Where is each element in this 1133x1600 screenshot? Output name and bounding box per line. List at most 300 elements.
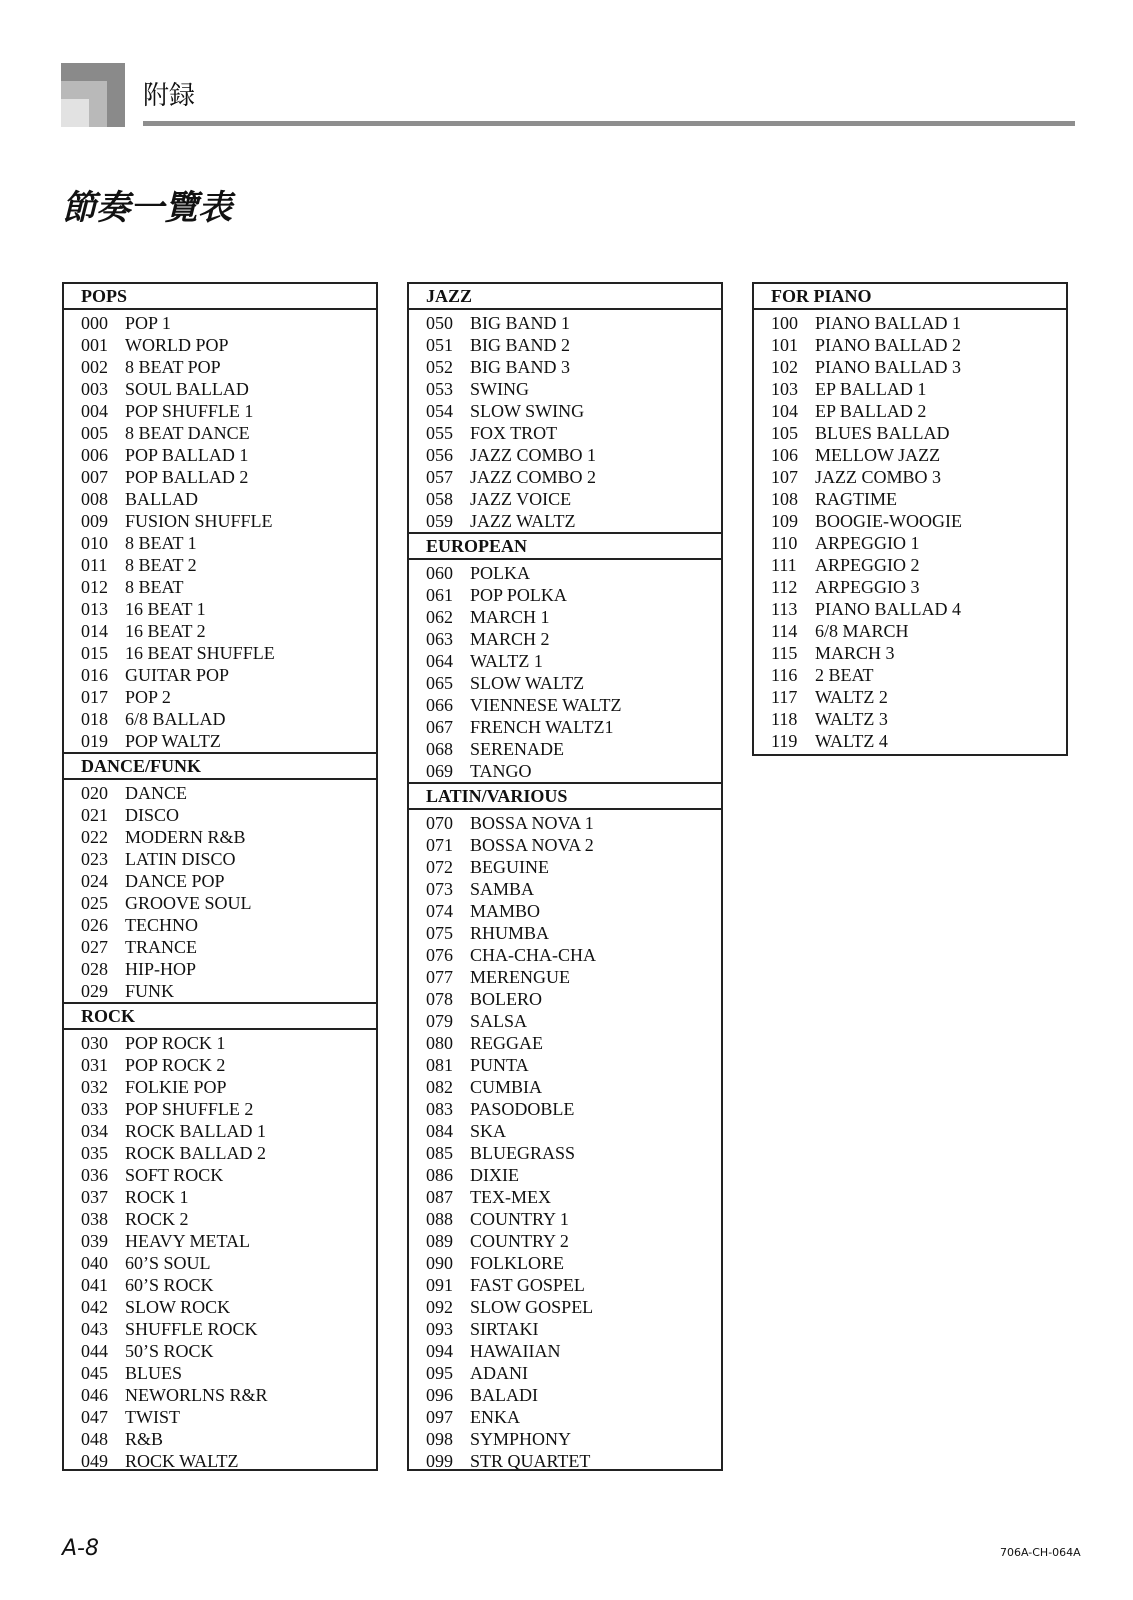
rhythm-name: SLOW SWING	[470, 401, 585, 421]
rhythm-name: PIANO BALLAD 2	[815, 335, 961, 355]
rhythm-item	[409, 444, 721, 466]
rhythm-item	[754, 312, 1066, 334]
rhythm-item	[754, 708, 1066, 730]
rhythm-item	[409, 922, 721, 944]
rhythm-number: 019	[81, 731, 108, 751]
rhythm-name: SLOW WALTZ	[470, 673, 585, 693]
rhythm-name: REGGAE	[470, 1033, 543, 1053]
rhythm-number: 033	[81, 1099, 108, 1119]
rhythm-name: JAZZ VOICE	[470, 489, 572, 509]
rhythm-item	[409, 334, 721, 356]
rhythm-name: FAST GOSPEL	[470, 1275, 585, 1295]
rhythm-name: POP 2	[125, 687, 171, 707]
rhythm-item	[64, 598, 376, 620]
rhythm-item	[409, 1406, 721, 1428]
rhythm-item	[409, 1120, 721, 1142]
rhythm-item	[409, 1340, 721, 1362]
rhythm-name: WALTZ 4	[815, 731, 888, 751]
rhythm-number: 060	[426, 563, 453, 583]
rhythm-item	[64, 1208, 376, 1230]
rhythm-name: BLUES	[125, 1363, 183, 1383]
rhythm-item	[409, 606, 721, 628]
rhythm-number: 093	[426, 1319, 453, 1339]
rhythm-number: 005	[81, 423, 108, 443]
rhythm-name: JAZZ COMBO 1	[470, 445, 597, 465]
rhythm-item	[409, 760, 721, 782]
rhythm-name: EP BALLAD 1	[815, 379, 927, 399]
rhythm-name: 8 BEAT DANCE	[125, 423, 250, 443]
rhythm-item	[754, 466, 1066, 488]
rhythm-name: MODERN R&B	[125, 827, 246, 847]
rhythm-number: 052	[426, 357, 453, 377]
rhythm-name: FOLKIE POP	[125, 1077, 227, 1097]
rhythm-name: ARPEGGIO 1	[815, 533, 920, 553]
rhythm-number: 098	[426, 1429, 453, 1449]
rhythm-name: ARPEGGIO 3	[815, 577, 920, 597]
rhythm-item	[64, 1252, 376, 1274]
rhythm-item	[64, 782, 376, 804]
rhythm-item	[409, 716, 721, 738]
header-decor-square	[61, 99, 89, 127]
rhythm-name: POP BALLAD 2	[125, 467, 249, 487]
rhythm-number: 091	[426, 1275, 453, 1295]
rhythm-item	[64, 1120, 376, 1142]
rhythm-name: BLUEGRASS	[470, 1143, 576, 1163]
rhythm-item	[409, 1318, 721, 1340]
rhythm-list	[64, 310, 376, 752]
rhythm-name: BIG BAND 3	[470, 357, 571, 377]
rhythm-number: 087	[426, 1187, 453, 1207]
rhythm-list	[754, 310, 1066, 752]
rhythm-name: FRENCH WALTZ1	[470, 717, 614, 737]
rhythm-name: PASODOBLE	[470, 1099, 575, 1119]
rhythm-number: 011	[81, 555, 108, 575]
rhythm-number: 106	[771, 445, 798, 465]
rhythm-name: EP BALLAD 2	[815, 401, 927, 421]
rhythm-number: 008	[81, 489, 108, 509]
rhythm-number: 003	[81, 379, 108, 399]
rhythm-number: 086	[426, 1165, 453, 1185]
rhythm-name: PIANO BALLAD 1	[815, 313, 961, 333]
rhythm-item	[409, 738, 721, 760]
rhythm-item	[64, 1230, 376, 1252]
rhythm-name: TRANCE	[125, 937, 197, 957]
rhythm-number: 077	[426, 967, 453, 987]
rhythm-number: 089	[426, 1231, 453, 1251]
rhythm-number: 072	[426, 857, 453, 877]
rhythm-item	[409, 856, 721, 878]
rhythm-number: 026	[81, 915, 108, 935]
rhythm-item	[409, 878, 721, 900]
rhythm-item	[64, 620, 376, 642]
rhythm-name: ROCK BALLAD 2	[125, 1143, 267, 1163]
rhythm-item	[409, 988, 721, 1010]
rhythm-item	[754, 576, 1066, 598]
rhythm-number: 015	[81, 643, 108, 663]
rhythm-number: 036	[81, 1165, 108, 1185]
rhythm-item	[64, 1076, 376, 1098]
rhythm-number: 041	[81, 1275, 108, 1295]
rhythm-name: WORLD POP	[125, 335, 229, 355]
rhythm-item	[409, 312, 721, 334]
rhythm-name: POLKA	[470, 563, 531, 583]
rhythm-item	[409, 488, 721, 510]
rhythm-item	[64, 708, 376, 730]
rhythm-name: POP WALTZ	[125, 731, 221, 751]
rhythm-name: PUNTA	[470, 1055, 529, 1075]
rhythm-name: ARPEGGIO 2	[815, 555, 920, 575]
rhythm-item	[754, 598, 1066, 620]
rhythm-name: BALLAD	[125, 489, 198, 509]
rhythm-name: SHUFFLE ROCK	[125, 1319, 258, 1339]
rhythm-name: MAMBO	[470, 901, 541, 921]
rhythm-item	[754, 664, 1066, 686]
rhythm-item	[409, 1054, 721, 1076]
rhythm-number: 014	[81, 621, 108, 641]
rhythm-name: SKA	[470, 1121, 507, 1141]
rhythm-number: 007	[81, 467, 108, 487]
category-header: POPS	[64, 284, 376, 310]
rhythm-item	[409, 628, 721, 650]
rhythm-item	[64, 1362, 376, 1384]
rhythm-number: 084	[426, 1121, 453, 1141]
rhythm-item	[64, 1274, 376, 1296]
rhythm-item	[64, 532, 376, 554]
rhythm-number: 063	[426, 629, 453, 649]
rhythm-item	[64, 1318, 376, 1340]
rhythm-number: 085	[426, 1143, 453, 1163]
rhythm-number: 113	[771, 599, 798, 619]
rhythm-item	[409, 1362, 721, 1384]
rhythm-name: ROCK WALTZ	[125, 1451, 239, 1471]
rhythm-item	[409, 966, 721, 988]
rhythm-name: 8 BEAT 1	[125, 533, 197, 553]
rhythm-number: 107	[771, 467, 798, 487]
rhythm-item	[64, 804, 376, 826]
rhythm-name: POP BALLAD 1	[125, 445, 249, 465]
category-header: LATIN/VARIOUS	[409, 782, 721, 810]
rhythm-item	[754, 532, 1066, 554]
rhythm-item	[409, 378, 721, 400]
rhythm-name: FUSION SHUFFLE	[125, 511, 273, 531]
rhythm-number: 092	[426, 1297, 453, 1317]
rhythm-name: 6/8 BALLAD	[125, 709, 226, 729]
rhythm-number: 038	[81, 1209, 108, 1229]
rhythm-number: 114	[771, 621, 798, 641]
rhythm-name: FOLKLORE	[470, 1253, 564, 1273]
rhythm-item	[64, 1186, 376, 1208]
rhythm-list	[409, 810, 721, 1472]
rhythm-number: 059	[426, 511, 453, 531]
rhythm-number: 083	[426, 1099, 453, 1119]
rhythm-name: MERENGUE	[470, 967, 570, 987]
rhythm-number: 053	[426, 379, 453, 399]
rhythm-item	[64, 870, 376, 892]
rhythm-number: 020	[81, 783, 108, 803]
rhythm-number: 090	[426, 1253, 453, 1273]
rhythm-item	[409, 562, 721, 584]
category-header: ROCK	[64, 1002, 376, 1030]
rhythm-number: 116	[771, 665, 798, 685]
rhythm-item	[64, 848, 376, 870]
rhythm-number: 108	[771, 489, 798, 509]
rhythm-item	[64, 312, 376, 334]
rhythm-name: COUNTRY 1	[470, 1209, 569, 1229]
rhythm-number: 118	[771, 709, 798, 729]
rhythm-number: 073	[426, 879, 453, 899]
rhythm-name: BEGUINE	[470, 857, 549, 877]
rhythm-number: 104	[771, 401, 798, 421]
rhythm-item	[64, 400, 376, 422]
rhythm-name: SAMBA	[470, 879, 535, 899]
rhythm-name: BOSSA NOVA 1	[470, 813, 594, 833]
rhythm-number: 071	[426, 835, 453, 855]
rhythm-item	[409, 1010, 721, 1032]
page-title: 節奏一覽表	[62, 188, 232, 228]
rhythm-number: 044	[81, 1341, 108, 1361]
rhythm-number: 009	[81, 511, 108, 531]
rhythm-name: SYMPHONY	[470, 1429, 572, 1449]
rhythm-number: 023	[81, 849, 108, 869]
rhythm-number: 017	[81, 687, 108, 707]
rhythm-name: HIP-HOP	[125, 959, 197, 979]
rhythm-item	[64, 730, 376, 752]
rhythm-name: JAZZ COMBO 2	[470, 467, 597, 487]
rhythm-column-1	[62, 282, 378, 1471]
rhythm-name: WALTZ 1	[470, 651, 543, 671]
rhythm-name: POP ROCK 1	[125, 1033, 226, 1053]
rhythm-number: 029	[81, 981, 108, 1001]
rhythm-item	[409, 812, 721, 834]
rhythm-item	[409, 1230, 721, 1252]
rhythm-item	[64, 958, 376, 980]
rhythm-number: 065	[426, 673, 453, 693]
rhythm-item	[64, 980, 376, 1002]
rhythm-number: 102	[771, 357, 798, 377]
rhythm-name: BIG BAND 2	[470, 335, 571, 355]
rhythm-number: 068	[426, 739, 453, 759]
rhythm-item	[409, 1186, 721, 1208]
rhythm-name: NEWORLNS R&R	[125, 1385, 268, 1405]
rhythm-name: 8 BEAT POP	[125, 357, 221, 377]
rhythm-number: 080	[426, 1033, 453, 1053]
rhythm-item	[754, 554, 1066, 576]
rhythm-item	[64, 664, 376, 686]
rhythm-column-3	[752, 282, 1068, 756]
rhythm-column-2	[407, 282, 723, 1471]
rhythm-name: GROOVE SOUL	[125, 893, 252, 913]
rhythm-name: SLOW GOSPEL	[470, 1297, 594, 1317]
rhythm-number: 013	[81, 599, 108, 619]
rhythm-name: CHA-CHA-CHA	[470, 945, 596, 965]
rhythm-number: 075	[426, 923, 453, 943]
rhythm-name: SIRTAKI	[470, 1319, 539, 1339]
rhythm-number: 050	[426, 313, 453, 333]
rhythm-name: SOUL BALLAD	[125, 379, 249, 399]
rhythm-number: 000	[81, 313, 108, 333]
rhythm-name: ADANI	[470, 1363, 528, 1383]
rhythm-name: CUMBIA	[470, 1077, 543, 1097]
rhythm-item	[64, 892, 376, 914]
rhythm-number: 016	[81, 665, 108, 685]
rhythm-number: 048	[81, 1429, 108, 1449]
rhythm-number: 042	[81, 1297, 108, 1317]
rhythm-name: SALSA	[470, 1011, 528, 1031]
rhythm-item	[409, 1274, 721, 1296]
rhythm-number: 058	[426, 489, 453, 509]
rhythm-number: 115	[771, 643, 798, 663]
rhythm-name: HEAVY METAL	[125, 1231, 251, 1251]
rhythm-number: 032	[81, 1077, 108, 1097]
rhythm-item	[64, 1032, 376, 1054]
rhythm-item	[409, 834, 721, 856]
rhythm-name: FUNK	[125, 981, 175, 1001]
rhythm-number: 074	[426, 901, 453, 921]
rhythm-item	[754, 730, 1066, 752]
rhythm-number: 022	[81, 827, 108, 847]
rhythm-item	[409, 1098, 721, 1120]
rhythm-name: POP SHUFFLE 1	[125, 401, 254, 421]
rhythm-number: 117	[771, 687, 798, 707]
rhythm-name: R&B	[125, 1429, 164, 1449]
rhythm-number: 103	[771, 379, 798, 399]
rhythm-item	[64, 642, 376, 664]
rhythm-item	[64, 1142, 376, 1164]
rhythm-name: BOSSA NOVA 2	[470, 835, 594, 855]
rhythm-number: 049	[81, 1451, 108, 1471]
rhythm-item	[409, 510, 721, 532]
rhythm-item	[64, 1406, 376, 1428]
rhythm-number: 054	[426, 401, 453, 421]
rhythm-name: 60’S ROCK	[125, 1275, 214, 1295]
rhythm-number: 031	[81, 1055, 108, 1075]
rhythm-item	[754, 642, 1066, 664]
rhythm-item	[409, 672, 721, 694]
rhythm-name: MARCH 1	[470, 607, 550, 627]
rhythm-name: 60’S SOUL	[125, 1253, 211, 1273]
rhythm-name: DIXIE	[470, 1165, 519, 1185]
rhythm-list	[409, 560, 721, 782]
rhythm-number: 010	[81, 533, 108, 553]
rhythm-item	[64, 1098, 376, 1120]
category-header: DANCE/FUNK	[64, 752, 376, 780]
rhythm-item	[409, 400, 721, 422]
rhythm-item	[754, 510, 1066, 532]
rhythm-name: RHUMBA	[470, 923, 550, 943]
rhythm-item	[64, 576, 376, 598]
rhythm-name: ROCK BALLAD 1	[125, 1121, 267, 1141]
rhythm-item	[409, 466, 721, 488]
rhythm-item	[409, 1384, 721, 1406]
rhythm-number: 056	[426, 445, 453, 465]
rhythm-number: 097	[426, 1407, 453, 1427]
rhythm-item	[754, 422, 1066, 444]
rhythm-name: TANGO	[470, 761, 532, 781]
rhythm-name: 8 BEAT	[125, 577, 184, 597]
rhythm-item	[64, 1054, 376, 1076]
rhythm-name: PIANO BALLAD 4	[815, 599, 961, 619]
rhythm-number: 047	[81, 1407, 108, 1427]
rhythm-item	[409, 1450, 721, 1472]
document-code: 706A-CH-064A	[1000, 1546, 1081, 1559]
rhythm-number: 028	[81, 959, 108, 979]
rhythm-item	[754, 356, 1066, 378]
rhythm-item	[409, 1428, 721, 1450]
rhythm-item	[64, 554, 376, 576]
rhythm-item	[409, 1142, 721, 1164]
rhythm-name: STR QUARTET	[470, 1451, 591, 1471]
rhythm-number: 069	[426, 761, 453, 781]
rhythm-number: 070	[426, 813, 453, 833]
rhythm-name: ROCK 1	[125, 1187, 189, 1207]
rhythm-item	[64, 334, 376, 356]
page-number: A-8	[62, 1536, 99, 1561]
rhythm-name: TEX-MEX	[470, 1187, 551, 1207]
rhythm-item	[754, 620, 1066, 642]
rhythm-item	[409, 900, 721, 922]
rhythm-name: WALTZ 3	[815, 709, 888, 729]
rhythm-number: 119	[771, 731, 798, 751]
rhythm-name: SERENADE	[470, 739, 564, 759]
rhythm-name: SOFT ROCK	[125, 1165, 224, 1185]
rhythm-number: 067	[426, 717, 453, 737]
rhythm-name: VIENNESE WALTZ	[470, 695, 622, 715]
rhythm-item	[409, 1076, 721, 1098]
rhythm-name: 6/8 MARCH	[815, 621, 909, 641]
rhythm-number: 096	[426, 1385, 453, 1405]
rhythm-name: MARCH 3	[815, 643, 895, 663]
rhythm-name: JAZZ COMBO 3	[815, 467, 942, 487]
rhythm-name: BOLERO	[470, 989, 542, 1009]
rhythm-number: 004	[81, 401, 108, 421]
rhythm-number: 081	[426, 1055, 453, 1075]
rhythm-number: 035	[81, 1143, 108, 1163]
rhythm-item	[409, 650, 721, 672]
category-header: EUROPEAN	[409, 532, 721, 560]
rhythm-name: TWIST	[125, 1407, 180, 1427]
rhythm-name: PIANO BALLAD 3	[815, 357, 961, 377]
rhythm-number: 037	[81, 1187, 108, 1207]
rhythm-number: 034	[81, 1121, 108, 1141]
rhythm-item	[64, 356, 376, 378]
rhythm-name: GUITAR POP	[125, 665, 230, 685]
rhythm-name: DANCE POP	[125, 871, 225, 891]
rhythm-name: ENKA	[470, 1407, 520, 1427]
rhythm-name: BLUES BALLAD	[815, 423, 950, 443]
rhythm-item	[754, 400, 1066, 422]
rhythm-item	[409, 944, 721, 966]
rhythm-number: 006	[81, 445, 108, 465]
rhythm-item	[64, 1428, 376, 1450]
rhythm-item	[754, 488, 1066, 510]
rhythm-number: 039	[81, 1231, 108, 1251]
rhythm-number: 076	[426, 945, 453, 965]
rhythm-number: 099	[426, 1451, 453, 1471]
rhythm-item	[754, 334, 1066, 356]
rhythm-name: SLOW ROCK	[125, 1297, 231, 1317]
rhythm-item	[409, 356, 721, 378]
rhythm-number: 064	[426, 651, 453, 671]
rhythm-item	[64, 510, 376, 532]
rhythm-number: 027	[81, 937, 108, 957]
rhythm-name: LATIN DISCO	[125, 849, 236, 869]
rhythm-number: 043	[81, 1319, 108, 1339]
rhythm-item	[409, 694, 721, 716]
rhythm-name: MARCH 2	[470, 629, 550, 649]
rhythm-number: 062	[426, 607, 453, 627]
rhythm-item	[64, 1296, 376, 1318]
rhythm-item	[64, 466, 376, 488]
